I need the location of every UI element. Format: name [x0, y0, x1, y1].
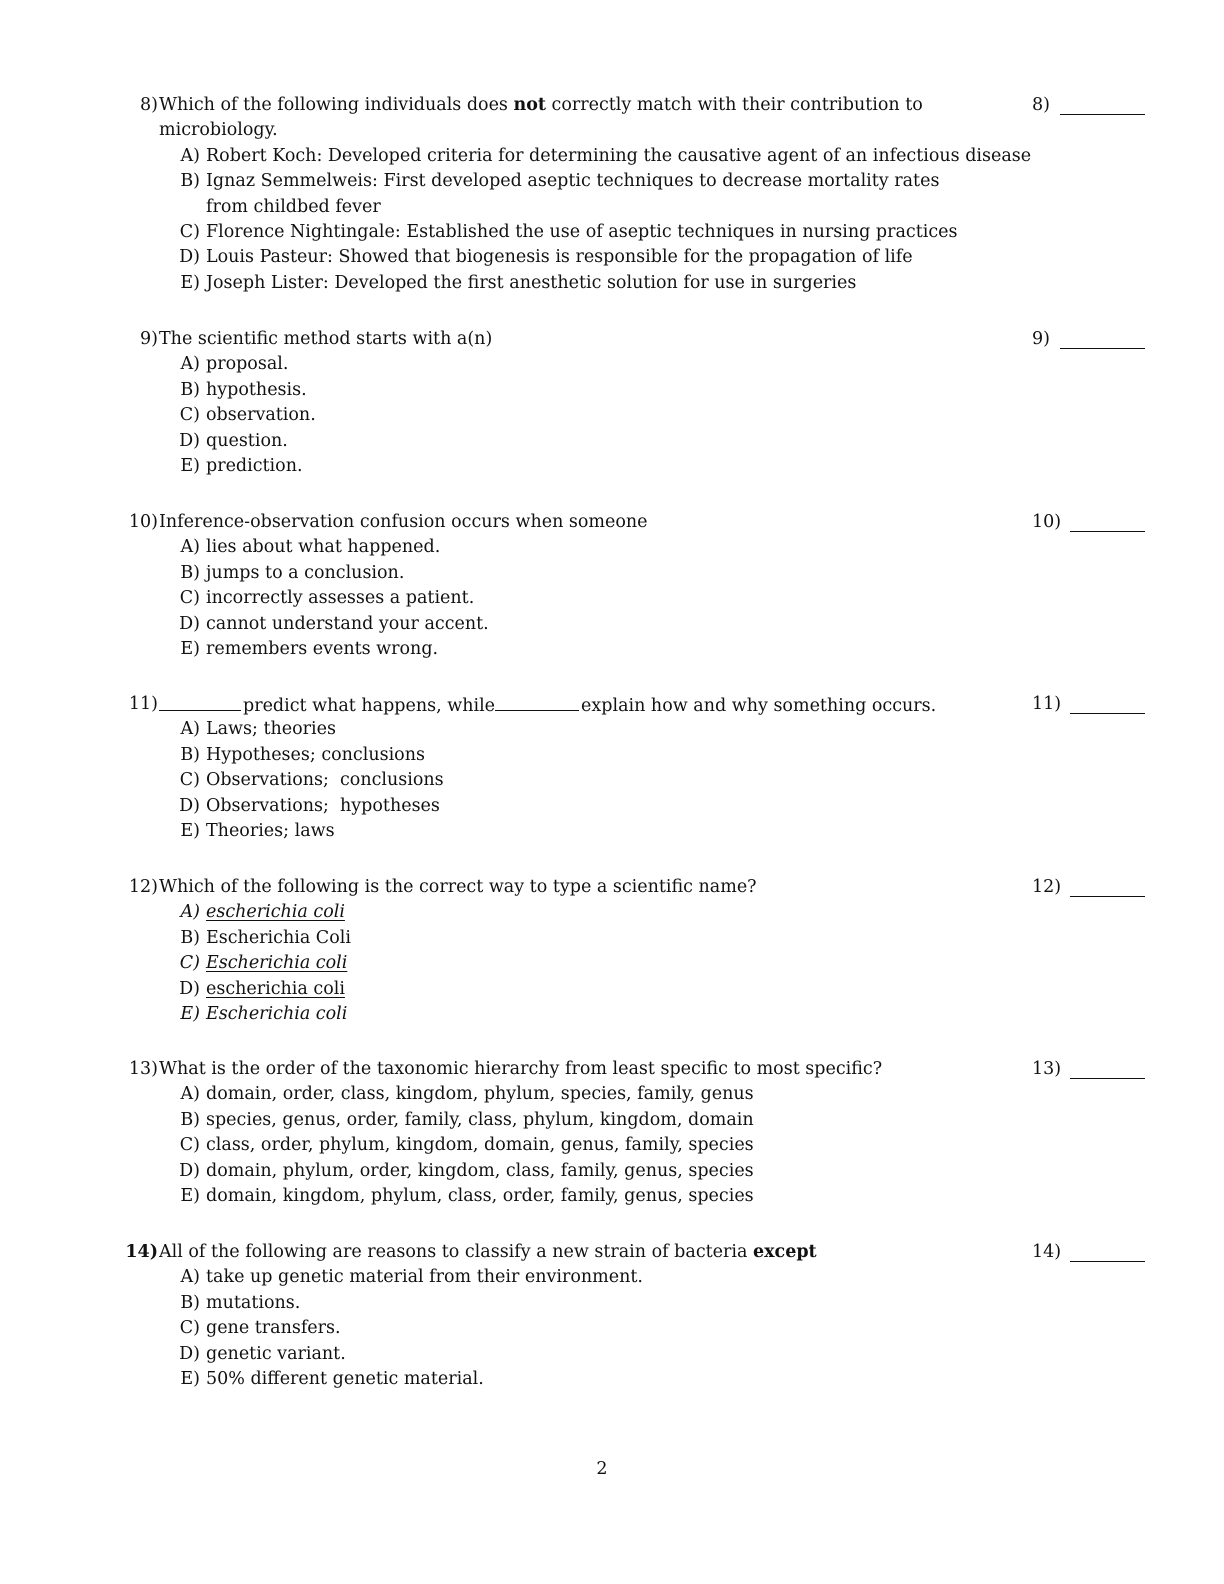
option-a: A) lies about what happened.: [180, 537, 441, 558]
question-text: The scientific method starts with a(n): [159, 329, 493, 349]
option-d: D) escherichia coli: [179, 978, 345, 999]
option-e: E) Joseph Lister: Developed the first anesthetic solution for use in surgeries: [180, 272, 857, 293]
question-number: 11): [128, 694, 158, 714]
option-b: B) jumps to a conclusion.: [180, 562, 405, 583]
option-e: E) domain, kingdom, phylum, class, order, family, genus, species: [180, 1185, 754, 1206]
option-e: E) Escherichia coli: [180, 1003, 348, 1024]
answer-label: 8): [1032, 95, 1050, 115]
answer-blank[interactable]: [1070, 531, 1145, 532]
answer-label: 10): [1032, 512, 1062, 532]
answer-label: 14): [1032, 1242, 1062, 1262]
option-e: E) prediction.: [180, 455, 303, 476]
option-e: E) 50% different genetic material.: [180, 1368, 484, 1389]
option-a: A) Robert Koch: Developed criteria for determining the causative agent of an infectious disease: [180, 145, 1032, 166]
answer-label: 12): [1032, 877, 1062, 897]
question-14: [0, 1240, 1224, 1392]
question-number: 10): [128, 512, 158, 532]
option-c: C) Observations; conclusions: [179, 770, 444, 791]
question-text: Inference-observation confusion occurs when someone: [159, 512, 648, 532]
answer-blank[interactable]: [1070, 896, 1145, 897]
question-11: [0, 692, 1224, 844]
option-d: D) domain, phylum, order, kingdom, class, family, genus, species: [179, 1160, 754, 1181]
answer-blank[interactable]: [1070, 713, 1145, 714]
question-number: 9): [140, 329, 158, 349]
option-a: A) Laws; theories: [180, 719, 336, 740]
question-number: 13): [128, 1059, 158, 1079]
option-a: A) take up genetic material from their environment.: [180, 1267, 643, 1288]
question-number: 14): [125, 1242, 158, 1262]
answer-blank[interactable]: [1070, 1078, 1145, 1079]
question-text: Which of the following is the correct way to type a scientific name?: [159, 877, 757, 897]
option-b: B) mutations.: [180, 1292, 301, 1313]
question-text: Which of the following individuals does not correctly match with their contribution to: [159, 95, 923, 115]
option-b: B) Hypotheses; conclusions: [180, 744, 425, 765]
option-a: A) domain, order, class, kingdom, phylum, species, family, genus: [180, 1084, 754, 1105]
question-text: All of the following are reasons to classify a new strain of bacteria except: [159, 1242, 817, 1262]
option-b: B) hypothesis.: [180, 379, 307, 400]
answer-label: 9): [1032, 329, 1050, 349]
option-b: B) species, genus, order, family, class, phylum, kingdom, domain: [180, 1109, 754, 1130]
question-number: 12): [128, 877, 158, 897]
question-9: [0, 327, 1224, 479]
question-text: What is the order of the taxonomic hierarchy from least specific to most specific?: [159, 1059, 883, 1079]
question-12: [0, 875, 1224, 1027]
question-text: predict what happens, while explain how and why something occurs.: [159, 692, 936, 719]
option-e: E) remembers events wrong.: [180, 638, 439, 659]
option-c: C) Escherichia coli: [179, 953, 348, 974]
answer-blank[interactable]: [1060, 348, 1145, 349]
option-c: C) incorrectly assesses a patient.: [179, 588, 475, 609]
option-d: D) question.: [179, 430, 288, 451]
option-b: B) Escherichia Coli: [180, 927, 351, 948]
fill-in-blank: [495, 692, 579, 711]
option-a: A) proposal.: [180, 354, 289, 375]
question-13: [0, 1057, 1224, 1209]
question-10: [0, 510, 1224, 662]
fill-in-blank: [159, 692, 241, 711]
option-d: D) cannot understand your accent.: [179, 613, 489, 634]
option-a: A) escherichia coli: [180, 902, 345, 923]
answer-blank[interactable]: [1070, 1261, 1145, 1262]
answer-label: 13): [1032, 1059, 1062, 1079]
question-text-continued: microbiology.: [159, 120, 278, 141]
option-c: C) gene transfers.: [179, 1318, 341, 1339]
option-d: D) genetic variant.: [179, 1343, 346, 1364]
option-c: C) class, order, phylum, kingdom, domain, genus, family, species: [179, 1135, 754, 1156]
answer-label: 11): [1032, 694, 1062, 714]
option-c: C) observation.: [179, 405, 316, 426]
option-c: C) Florence Nightingale: Established the use of aseptic techniques in nursing practices: [179, 221, 958, 242]
option-d: D) Observations; hypotheses: [179, 795, 440, 816]
option-d: D) Louis Pasteur: Showed that biogenesis is responsible for the propagation of life: [179, 247, 913, 268]
option-e: E) Theories; laws: [180, 820, 335, 841]
option-b: B) Ignaz Semmelweis: First developed aseptic techniques to decrease mortality rates from childbed fever: [180, 171, 940, 217]
question-8: [0, 93, 1224, 296]
answer-blank[interactable]: [1060, 114, 1145, 115]
page-number: 2: [596, 1459, 608, 1479]
question-number: 8): [140, 95, 158, 115]
